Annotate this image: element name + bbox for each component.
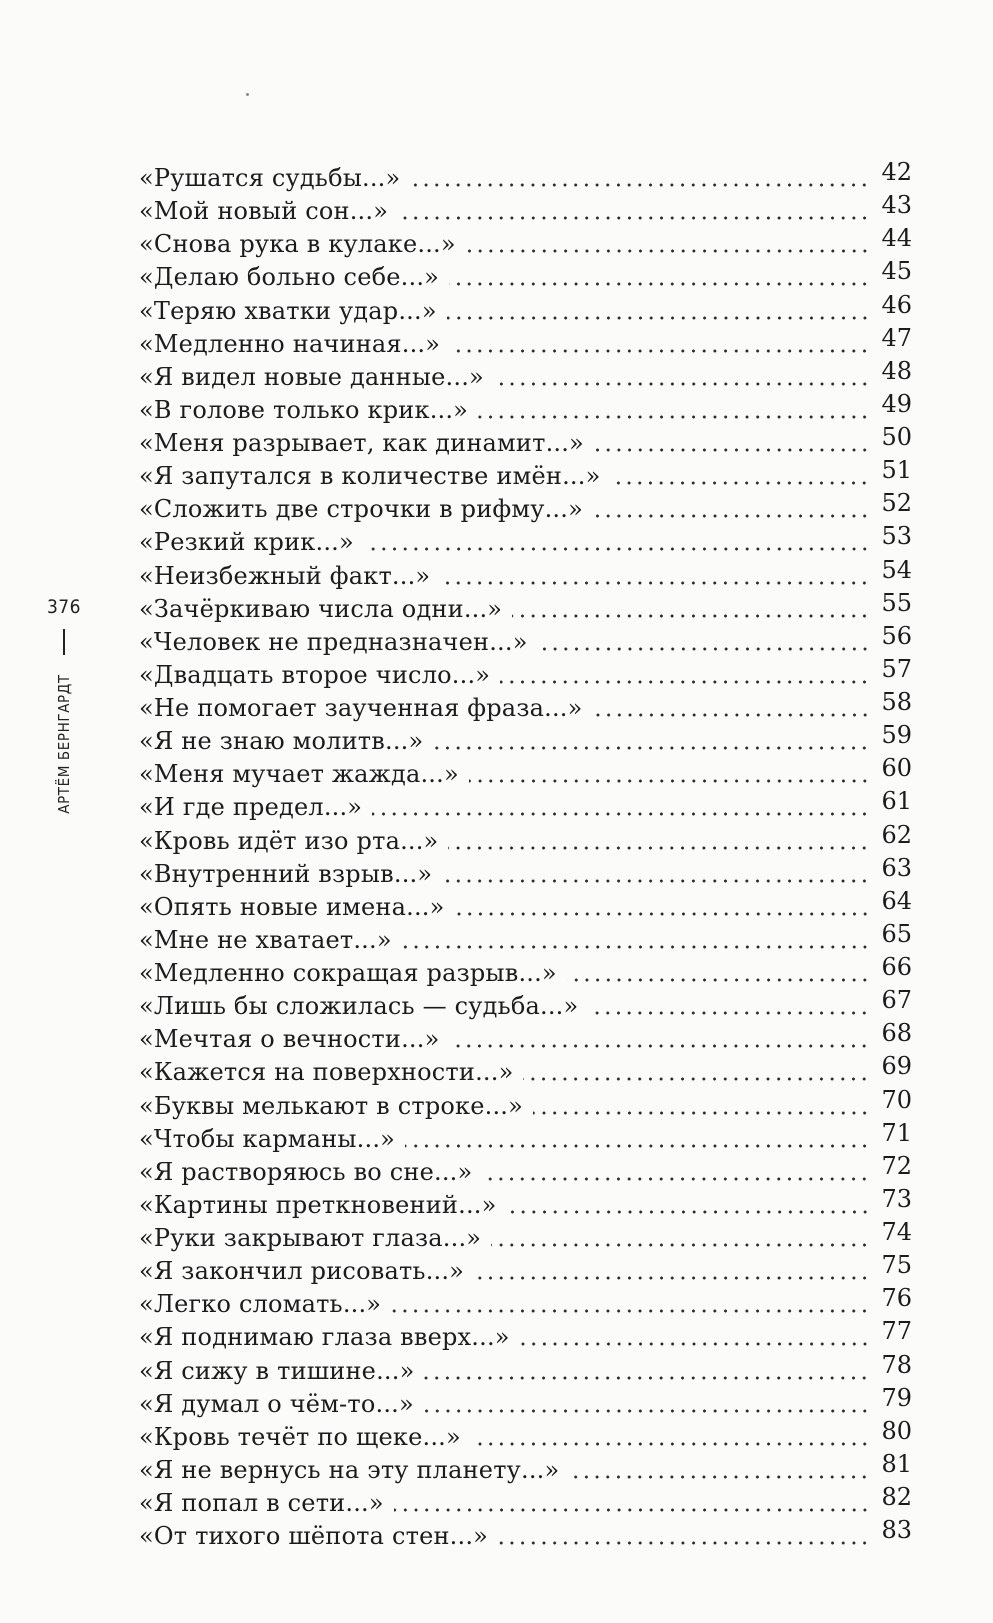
toc-entry — [139, 456, 912, 494]
toc-entry — [139, 1151, 912, 1190]
toc-entry — [139, 191, 912, 229]
toc-entry-page-number: 80 — [881, 1416, 912, 1445]
dot-leader — [424, 1389, 870, 1419]
dot-leader — [433, 726, 870, 756]
toc-entry-page-number: 60 — [881, 754, 912, 783]
dot-leader — [398, 196, 870, 226]
toc-entry — [139, 389, 912, 428]
toc-entry — [139, 986, 912, 1024]
dot-leader — [594, 428, 870, 458]
dot-leader — [440, 561, 870, 591]
toc-entry-page-number: 73 — [881, 1184, 912, 1213]
toc-entry-page-number: 49 — [881, 389, 912, 418]
toc-entry-title: «Я поднимаю глаза вверх...» — [139, 1323, 510, 1352]
dot-leader — [471, 1422, 870, 1452]
toc-entry — [139, 654, 912, 693]
toc-entry-title: «Картины преткновений...» — [139, 1190, 497, 1219]
toc-entry-title: «Буквы мелькают в строке...» — [139, 1091, 524, 1120]
toc-entry-page-number: 51 — [881, 456, 912, 485]
toc-entry-title: «Медленно начиная...» — [139, 329, 441, 358]
toc-entry — [139, 1383, 912, 1422]
toc-entry-page-number: 77 — [881, 1317, 912, 1346]
toc-entry — [139, 224, 912, 262]
page-margin-header — [42, 596, 86, 826]
toc-entry-title: «Теряю хватки удар...» — [139, 296, 437, 325]
toc-entry — [139, 158, 912, 196]
toc-entry-title: «Меня разрывает, как динамит...» — [139, 429, 584, 457]
dot-leader — [469, 759, 870, 789]
dot-leader — [447, 296, 870, 326]
author-name: АРТЁМ БЕРНГАРДТ — [55, 674, 73, 814]
dot-leader — [593, 693, 871, 723]
toc-entry-page-number: 83 — [881, 1516, 912, 1545]
toc-entry — [139, 1052, 912, 1090]
toc-entry-page-number: 55 — [881, 588, 912, 617]
toc-entry-page-number: 64 — [881, 886, 912, 915]
toc-entry-page-number: 68 — [881, 1019, 912, 1048]
toc-entry — [139, 290, 912, 329]
dot-leader — [520, 1322, 870, 1352]
toc-entry-title: «В голове только крик...» — [139, 395, 469, 424]
toc-entry-title: «Руки закрывают глаза...» — [139, 1224, 482, 1252]
toc-entry-page-number: 74 — [881, 1218, 912, 1246]
toc-entry-page-number: 56 — [881, 621, 912, 650]
dot-leader — [610, 461, 870, 491]
toc-entry — [139, 1085, 912, 1124]
toc-entry-title: «Кровь течёт по щеке...» — [139, 1422, 461, 1451]
dot-leader — [478, 395, 870, 425]
toc-entry-page-number: 70 — [881, 1085, 912, 1114]
toc-entry — [139, 721, 912, 759]
paper-speck — [246, 93, 249, 96]
toc-entry-title: «Я попал в сети...» — [139, 1489, 384, 1517]
toc-entry-title: «Не помогает заученная фраза...» — [139, 694, 583, 722]
dot-leader — [533, 1091, 870, 1121]
dot-leader — [394, 1488, 870, 1518]
toc-entry-page-number: 48 — [881, 356, 912, 385]
dot-leader — [449, 1024, 870, 1054]
toc-entry-title: «И где предел...» — [139, 793, 363, 822]
toc-entry-title: «Я закончил рисовать...» — [139, 1257, 465, 1286]
toc-entry-title: «Двадцать второе число...» — [139, 660, 491, 689]
toc-entry-title: «Опять новые имена...» — [139, 892, 445, 921]
toc-entry-title: «Медленно сокращая разрыв...» — [139, 959, 557, 987]
dot-leader — [455, 892, 870, 922]
table-of-contents — [139, 158, 912, 1554]
toc-entry-page-number: 47 — [881, 323, 912, 352]
toc-entry-page-number: 67 — [881, 986, 912, 1015]
dot-leader — [569, 1455, 870, 1485]
toc-entry-page-number: 45 — [881, 257, 912, 286]
toc-entry-page-number: 81 — [881, 1449, 912, 1478]
dot-leader — [450, 329, 870, 359]
toc-entry-page-number: 59 — [881, 721, 912, 750]
dot-leader — [466, 229, 870, 259]
toc-entry — [139, 1284, 912, 1322]
toc-entry-title: «Делаю больно себе...» — [139, 263, 440, 292]
toc-entry-page-number: 82 — [881, 1483, 912, 1511]
toc-entry — [139, 555, 912, 594]
toc-entry-page-number: 63 — [881, 853, 912, 882]
toc-entry — [139, 1218, 912, 1256]
toc-entry-page-number: 66 — [881, 953, 912, 981]
toc-entry — [139, 886, 912, 925]
toc-entry — [139, 1350, 912, 1389]
toc-entry — [139, 953, 912, 991]
toc-entry-page-number: 53 — [881, 522, 912, 551]
toc-entry-title: «Я не знаю молитв...» — [139, 727, 424, 756]
dot-leader — [491, 1223, 870, 1253]
toc-entry — [139, 1416, 912, 1455]
toc-entry-title: «Лишь бы сложилась — судьба...» — [139, 992, 579, 1021]
toc-entry-page-number: 61 — [881, 787, 912, 816]
dot-leader — [372, 792, 870, 822]
toc-entry-page-number: 76 — [881, 1284, 912, 1313]
dot-leader — [402, 925, 870, 955]
toc-entry — [139, 489, 912, 527]
toc-entry-page-number: 43 — [881, 191, 912, 220]
toc-entry — [139, 1251, 912, 1289]
dot-leader — [449, 262, 870, 292]
margin-rule — [63, 629, 65, 655]
toc-entry-page-number: 75 — [881, 1251, 912, 1280]
toc-entry-title: «Кровь идёт изо рта...» — [139, 826, 439, 855]
toc-entry-title: «Рушатся судьбы...» — [139, 164, 401, 192]
toc-entry — [139, 1516, 912, 1554]
toc-entry — [139, 323, 912, 362]
toc-entry-page-number: 69 — [881, 1052, 912, 1081]
toc-entry-title: «Кажется на поверхности...» — [139, 1058, 514, 1087]
toc-entry — [139, 522, 912, 560]
toc-entry-title: «Человек не предназначен...» — [139, 627, 528, 656]
dot-leader — [507, 1190, 871, 1220]
dot-leader — [405, 1124, 870, 1154]
toc-entry — [139, 853, 912, 892]
dot-leader — [500, 660, 870, 690]
toc-entry-title: «Мне не хватает...» — [139, 925, 392, 954]
toc-entry — [139, 1317, 912, 1355]
toc-entry-title: «Неизбежный факт...» — [139, 561, 431, 590]
toc-entry-page-number: 42 — [881, 158, 912, 186]
toc-entry-title: «Резкий крик...» — [139, 528, 354, 557]
toc-entry-page-number: 71 — [881, 1118, 912, 1147]
toc-entry-title: «Снова рука в кулаке...» — [139, 230, 456, 259]
toc-entry — [139, 423, 912, 461]
toc-entry-page-number: 52 — [881, 489, 912, 518]
toc-entry-page-number: 44 — [881, 224, 912, 253]
dot-leader — [364, 527, 870, 557]
toc-entry-title: «Я думал о чём-то...» — [139, 1389, 414, 1418]
toc-entry-page-number: 65 — [881, 919, 912, 948]
toc-entry — [139, 1483, 912, 1521]
toc-entry — [139, 621, 912, 660]
toc-entry-page-number: 62 — [881, 820, 912, 849]
toc-entry-title: «Сложить две строчки в рифму...» — [139, 495, 583, 524]
dot-leader — [523, 1057, 870, 1087]
toc-entry — [139, 257, 912, 295]
toc-entry — [139, 1118, 912, 1157]
toc-entry — [139, 688, 912, 726]
page-number: 376 — [46, 596, 82, 618]
toc-entry-page-number: 50 — [881, 423, 912, 451]
toc-entry-title: «Я запутался в количестве имён...» — [139, 462, 601, 491]
toc-entry-page-number: 79 — [881, 1383, 912, 1412]
toc-entry-title: «Я сижу в тишине...» — [139, 1356, 415, 1385]
toc-entry-title: «Внутренний взрыв...» — [139, 859, 433, 888]
dot-leader — [498, 1521, 870, 1551]
toc-entry — [139, 1184, 912, 1223]
toc-entry-title: «Мечтая о вечности...» — [139, 1025, 440, 1054]
dot-leader — [448, 826, 870, 856]
toc-entry-title: «Я не вернусь на эту планету...» — [139, 1455, 560, 1484]
dot-leader — [391, 1289, 870, 1319]
toc-entry — [139, 588, 912, 627]
toc-entry — [139, 919, 912, 958]
dot-leader — [494, 362, 870, 392]
dot-leader — [512, 594, 870, 624]
toc-entry — [139, 1449, 912, 1488]
dot-leader — [410, 163, 870, 193]
toc-entry — [139, 754, 912, 792]
toc-entry-title: «Я видел новые данные...» — [139, 362, 484, 391]
toc-entry-title: «Меня мучает жажда...» — [139, 760, 459, 789]
dot-leader — [482, 1157, 870, 1187]
author-running-head — [52, 662, 76, 826]
dot-leader — [538, 627, 870, 657]
toc-entry — [139, 787, 912, 825]
toc-entry — [139, 356, 912, 395]
toc-entry-page-number: 54 — [881, 555, 912, 584]
dot-leader — [442, 859, 870, 889]
toc-entry-title: «От тихого шёпота стен...» — [139, 1522, 489, 1551]
dot-leader — [424, 1356, 870, 1386]
dot-leader — [474, 1256, 870, 1286]
toc-entry-page-number: 58 — [881, 688, 912, 716]
toc-entry-page-number: 57 — [881, 654, 912, 683]
toc-entry-title: «Я растворяюсь во сне...» — [139, 1157, 473, 1186]
dot-leader — [593, 494, 870, 524]
toc-entry-page-number: 72 — [881, 1151, 912, 1180]
toc-entry-title: «Легко сломать...» — [139, 1290, 382, 1319]
toc-entry-page-number: 46 — [881, 290, 912, 319]
toc-entry-title: «Зачёркиваю числа одни...» — [139, 594, 503, 623]
dot-leader — [567, 958, 870, 988]
dot-leader — [588, 991, 870, 1021]
toc-entry-title: «Мой новый сон...» — [139, 197, 389, 226]
toc-entry — [139, 1019, 912, 1057]
toc-entry-page-number: 78 — [881, 1350, 912, 1379]
toc-entry — [139, 820, 912, 859]
toc-entry-title: «Чтобы карманы...» — [139, 1124, 396, 1153]
